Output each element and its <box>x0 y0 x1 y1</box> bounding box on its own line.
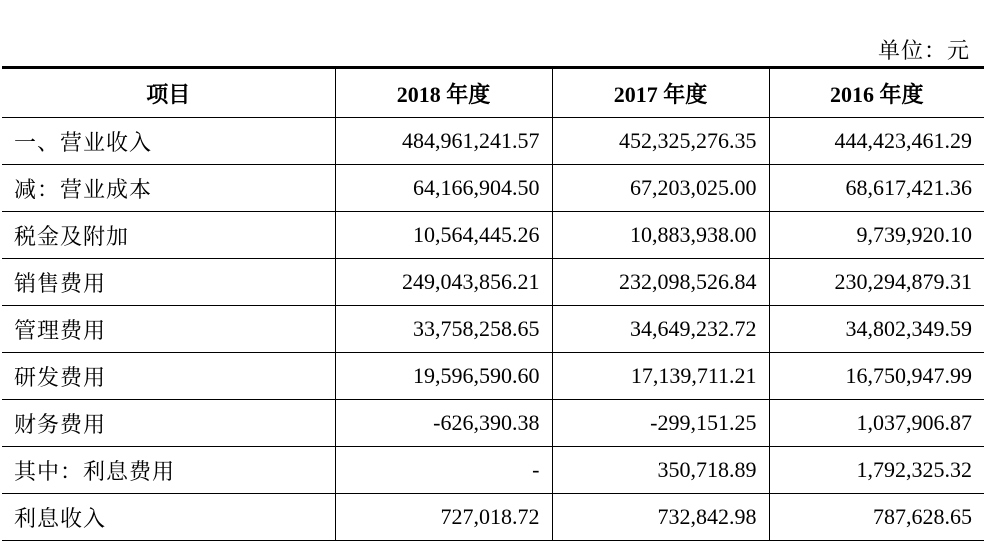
table-row <box>2 259 984 306</box>
value-2016: 444,423,461.29 <box>769 118 984 165</box>
value-2018: 10,564,445.26 <box>335 212 552 259</box>
value-2016: 34,802,349.59 <box>769 306 984 353</box>
value-2016: 1,037,906.87 <box>769 400 984 447</box>
value-2018: 33,758,258.65 <box>335 306 552 353</box>
income-statement-table <box>2 66 984 541</box>
row-label: 财务费用 <box>14 411 107 437</box>
row-label: 管理费用 <box>14 317 107 343</box>
value-2018: -626,390.38 <box>335 400 552 447</box>
unit-label: 单位：元 <box>877 38 970 63</box>
table-row <box>2 165 984 212</box>
row-label: 减：营业成本 <box>14 176 153 202</box>
table-row <box>2 447 984 494</box>
table-row <box>2 353 984 400</box>
value-2016: 68,617,421.36 <box>769 165 984 212</box>
value-2017: -299,151.25 <box>552 400 769 447</box>
value-2018: - <box>335 447 552 494</box>
value-2017: 34,649,232.72 <box>552 306 769 353</box>
table-row <box>2 306 984 353</box>
header-2017: 2017 年度 <box>552 68 769 118</box>
value-2018: 484,961,241.57 <box>335 118 552 165</box>
value-2016: 230,294,879.31 <box>769 259 984 306</box>
value-2017: 17,139,711.21 <box>552 353 769 400</box>
value-2018: 64,166,904.50 <box>335 165 552 212</box>
value-2017: 10,883,938.00 <box>552 212 769 259</box>
value-2017: 67,203,025.00 <box>552 165 769 212</box>
value-2017: 732,842.98 <box>552 494 769 541</box>
header-row <box>2 68 984 118</box>
row-label: 税金及附加 <box>14 223 130 249</box>
value-2016: 9,739,920.10 <box>769 212 984 259</box>
value-2018: 19,596,590.60 <box>335 353 552 400</box>
row-label: 一、营业收入 <box>14 129 153 155</box>
table-body <box>2 118 984 541</box>
table-row <box>2 400 984 447</box>
row-label: 利息收入 <box>14 505 107 531</box>
value-2018: 249,043,856.21 <box>335 259 552 306</box>
table-row <box>2 212 984 259</box>
value-2017: 350,718.89 <box>552 447 769 494</box>
row-label: 其中：利息费用 <box>14 458 176 484</box>
table-header <box>2 68 984 118</box>
header-2016: 2016 年度 <box>769 68 984 118</box>
table-row <box>2 118 984 165</box>
row-label: 研发费用 <box>14 364 107 390</box>
header-2018: 2018 年度 <box>335 68 552 118</box>
value-2017: 452,325,276.35 <box>552 118 769 165</box>
value-2017: 232,098,526.84 <box>552 259 769 306</box>
table-row <box>2 494 984 541</box>
header-item: 项目 <box>146 81 191 107</box>
value-2016: 787,628.65 <box>769 494 984 541</box>
value-2016: 1,792,325.32 <box>769 447 984 494</box>
value-2018: 727,018.72 <box>335 494 552 541</box>
value-2016: 16,750,947.99 <box>769 353 984 400</box>
row-label: 销售费用 <box>14 270 107 296</box>
